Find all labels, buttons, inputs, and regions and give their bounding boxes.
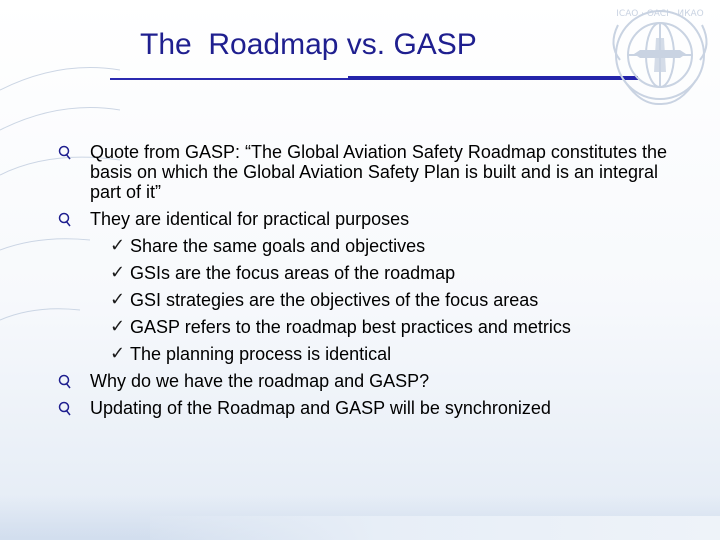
sub-bullet-item bbox=[90, 317, 678, 337]
bullet-text: They are identical for practical purposes bbox=[90, 209, 410, 229]
bullet-item bbox=[58, 209, 678, 364]
checkmark-icon: ✓ bbox=[110, 289, 126, 310]
checkmark-icon: ✓ bbox=[110, 235, 126, 256]
sub-bullet-text: The planning process is identical bbox=[130, 344, 392, 364]
sub-bullet-item bbox=[90, 236, 678, 256]
slide-title: The Roadmap vs. GASP bbox=[140, 28, 477, 61]
icao-emblem-icon bbox=[600, 0, 720, 125]
sub-bullet-item bbox=[90, 344, 678, 364]
sub-bullet-item bbox=[90, 290, 678, 310]
q-bullet-icon bbox=[58, 373, 72, 389]
q-bullet-icon bbox=[58, 144, 72, 160]
checkmark-icon: ✓ bbox=[110, 343, 126, 364]
title-rule-thick bbox=[348, 76, 638, 80]
bullet-item bbox=[58, 142, 678, 202]
checkmark-icon: ✓ bbox=[110, 316, 126, 337]
checkmark-icon: ✓ bbox=[110, 262, 126, 283]
bullet-text: Quote from GASP: “The Global Aviation Safety Roadmap constitutes the basis on which the Global Aviation Safety Plan is built and is an integral part of it” bbox=[90, 142, 667, 202]
emblem-ring-text: ICAO · OACI · ИКАО bbox=[616, 9, 704, 19]
bullet-item bbox=[58, 398, 678, 418]
sub-bullet-text: GSIs are the focus areas of the roadmap bbox=[130, 263, 456, 283]
sub-bullet-text: Share the same goals and objectives bbox=[130, 236, 426, 256]
title-rule-thin bbox=[110, 78, 350, 80]
sub-bullet-item bbox=[90, 263, 678, 283]
q-bullet-icon bbox=[58, 211, 72, 227]
bullet-text: Updating of the Roadmap and GASP will be synchronized bbox=[90, 398, 551, 418]
bottom-bar bbox=[150, 516, 720, 540]
bullet-item bbox=[58, 371, 678, 391]
bullet-list bbox=[58, 142, 678, 425]
q-bullet-icon bbox=[58, 400, 72, 416]
sub-bullet-list bbox=[90, 236, 678, 364]
sub-bullet-text: GASP refers to the roadmap best practices and metrics bbox=[130, 317, 571, 337]
sub-bullet-text: GSI strategies are the objectives of the focus areas bbox=[130, 290, 539, 310]
bullet-text: Why do we have the roadmap and GASP? bbox=[90, 371, 430, 391]
